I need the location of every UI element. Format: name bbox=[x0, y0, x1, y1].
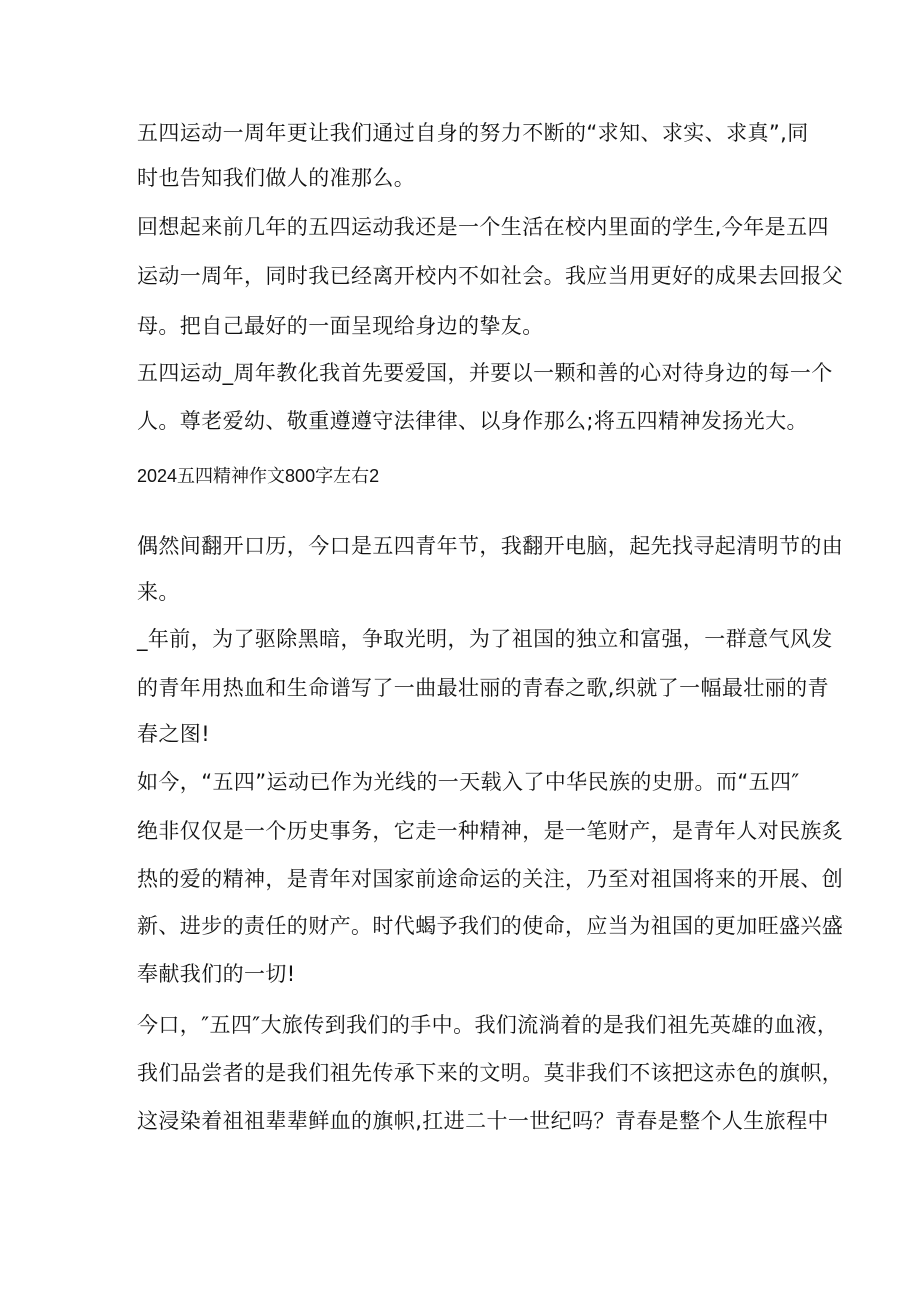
paragraph-line: 这浸染着祖祖辈辈鲜血的旗帜,扛进二十一世纪吗？青春是整个人生旅程中 bbox=[137, 1109, 829, 1133]
paragraph-line: 的青年用热血和生命谱写了一曲最壮丽的青春之歌,织就了一幅最壮丽的青 bbox=[137, 676, 829, 700]
paragraph-line: 时也告知我们做人的准那么。 bbox=[137, 166, 416, 190]
paragraph-line: 奉献我们的一切! bbox=[137, 962, 296, 986]
paragraph-line: 人。尊老爱幼、敬重遵遵守法律律、以身作那么;将五四精神发扬光大。 bbox=[137, 409, 808, 433]
paragraph-line: 五四运动_周年教化我首先要爱国，并要以一颗和善的心对待身边的每一个 bbox=[137, 361, 833, 385]
paragraph-line: 母。把自己最好的一面呈现给身边的挚友。 bbox=[137, 314, 544, 338]
section-heading: 2024五四精神作文800字左右2 bbox=[137, 466, 380, 486]
paragraph-line: 来。 bbox=[137, 580, 180, 604]
paragraph-line: 新、进步的责任的财产。时代蝎予我们的使命，应当为祖国的更加旺盛兴盛 bbox=[137, 914, 844, 938]
paragraph-line: 回想起来前几年的五四运动我还是一个生活在校内里面的学生,今年是五四 bbox=[137, 215, 829, 239]
paragraph-line: 热的爱的精神，是青年对国家前途命运的关注，乃至对祖国将来的开展、创 bbox=[137, 867, 844, 891]
paragraph-line: 五四运动一周年更让我们通过自身的努力不断的“求知、求实、求真”,同 bbox=[137, 121, 809, 145]
paragraph-line: 我们品尝者的是我们祖先传承下来的文明。莫非我们不该把这赤色的旗帜， bbox=[137, 1061, 844, 1085]
paragraph-line: 绝非仅仅是一个历史事务，它走一种精神，是一笔财产，是青年人对民族炙 bbox=[137, 819, 844, 843]
paragraph-line: 偶然间翻开口历，今口是五四青年节，我翻开电脑，起先找寻起清明节的由 bbox=[137, 534, 844, 558]
paragraph-line: 如今，“五四”运动已作为光线的一天载入了中华民族的史册。而“五四″ bbox=[137, 770, 800, 794]
paragraph-line: _年前，为了驱除黑暗，争取光明，为了祖国的独立和富强，一群意气风发 bbox=[137, 627, 833, 651]
paragraph-line: 运动一周年，同时我已经离开校内不如社会。我应当用更好的成果去回报父 bbox=[137, 264, 844, 288]
paragraph-line: 春之图! bbox=[137, 722, 211, 746]
paragraph-line: 今口，″五四″大旅传到我们的手中。我们流淌着的是我们祖先英雄的血液， bbox=[137, 1013, 839, 1037]
